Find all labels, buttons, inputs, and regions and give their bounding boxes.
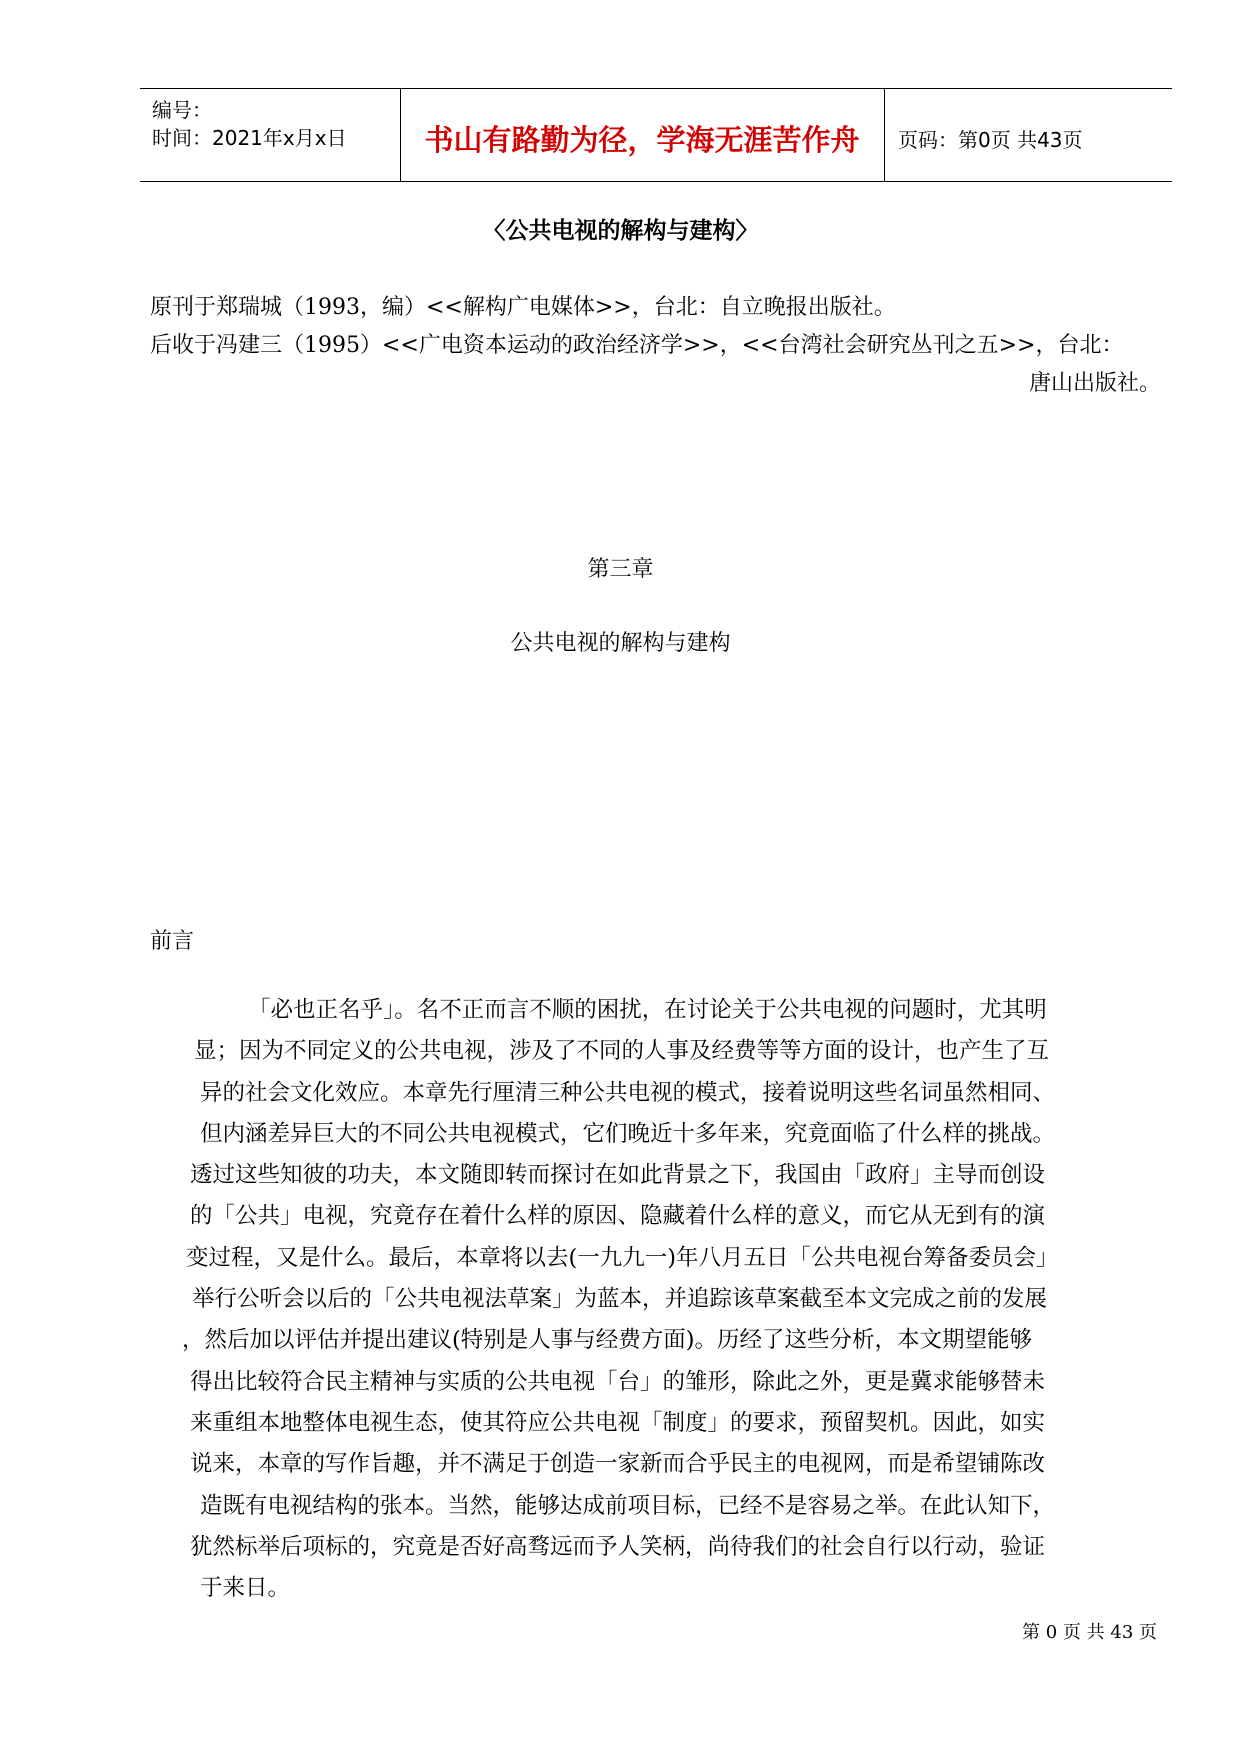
chapter-title: 公共电视的解构与建构 — [510, 631, 731, 656]
paragraph-line: 显；因为不同定义的公共电视，涉及了不同的人事及经费等等方面的设计，也产生了互 — [194, 1038, 1050, 1065]
paragraph-line: 犹然标举后项标的，究竟是否好高骛远而予人笑柄，尚待我们的社会自行以行动，验证 — [190, 1533, 1046, 1560]
header-divider-right — [884, 88, 885, 181]
paragraph-line: 但内涵差异巨大的不同公共电视模式，它们晚近十多年来，究竟面临了什么样的挑战。 — [200, 1120, 1056, 1147]
chapter-label: 第三章 — [587, 557, 654, 582]
preface-paragraph — [182, 990, 1130, 1609]
paragraph-line: ，然后加以评估并提出建议(特别是人事与经费方面)。历经了这些分析，本文期望能够 — [182, 1327, 1033, 1354]
header-top-rule — [140, 88, 1172, 89]
paragraph-line: 的「公共」电视，究竟存在着什么样的原因、隐藏着什么样的意义，而它从无到有的演 — [190, 1203, 1046, 1230]
preface-heading: 前言 — [150, 929, 195, 954]
footer-page-info: 第 0 页 共 43 页 — [1022, 1622, 1157, 1643]
paragraph-line: 透过这些知彼的功夫，本文随即转而探讨在如此背景之下，我国由「政府」主导而创设 — [190, 1162, 1046, 1189]
source-line-1: 原刊于郑瑞城（1993，编）<<解构广电媒体>>，台北：自立晚报出版社。 — [150, 295, 896, 320]
header-number-label: 编号： — [152, 98, 212, 122]
paragraph-line: 异的社会文化效应。本章先行厘清三种公共电视的模式，接着说明这些名词虽然相同、 — [200, 1079, 1056, 1106]
paragraph-line: 举行公听会以后的「公共电视法草案」为蓝本，并追踪该草案截至本文完成之前的发展 — [192, 1286, 1048, 1313]
header-bottom-rule — [140, 181, 1172, 182]
document-title: 〈公共电视的解构与建构〉 — [482, 218, 759, 244]
header-time-label: 时间：2021年x月x日 — [152, 126, 347, 150]
paragraph-line: 说来，本章的写作旨趣，并不满足于创造一家新而合乎民主的电视网，而是希望铺陈改 — [190, 1451, 1046, 1478]
header-motto: 书山有路勤为径，学海无涯苦作舟 — [424, 123, 860, 157]
source-line-2: 后收于冯建三（1995）<<广电资本运动的政治经济学>>，<<台湾社会研究丛刊之五>>，台北： — [150, 333, 1124, 358]
paragraph-line: 造既有电视结构的张本。当然，能够达成前项目标，已经不是容易之举。在此认知下， — [200, 1492, 1056, 1519]
paragraph-line: 于来日。 — [200, 1575, 291, 1602]
paragraph-line: 得出比较符合民主精神与实质的公共电视「台」的雏形，除此之外，更是冀求能够替未 — [190, 1368, 1046, 1395]
paragraph-line: 「必也正名乎」。名不正而言不顺的困扰，在讨论关于公共电视的问题时，尤其明 — [248, 997, 1047, 1023]
source-line-3: 唐山出版社。 — [1028, 371, 1161, 396]
paragraph-line: 来重组本地整体电视生态，使其符应公共电视「制度」的要求，预留契机。因此，如实 — [190, 1409, 1046, 1436]
header-page-info: 页码：第0页 共43页 — [898, 128, 1083, 152]
paragraph-line: 变过程，又是什么。最后，本章将以去(一九九一)年八月五日「公共电视台筹备委员会」 — [186, 1244, 1059, 1271]
